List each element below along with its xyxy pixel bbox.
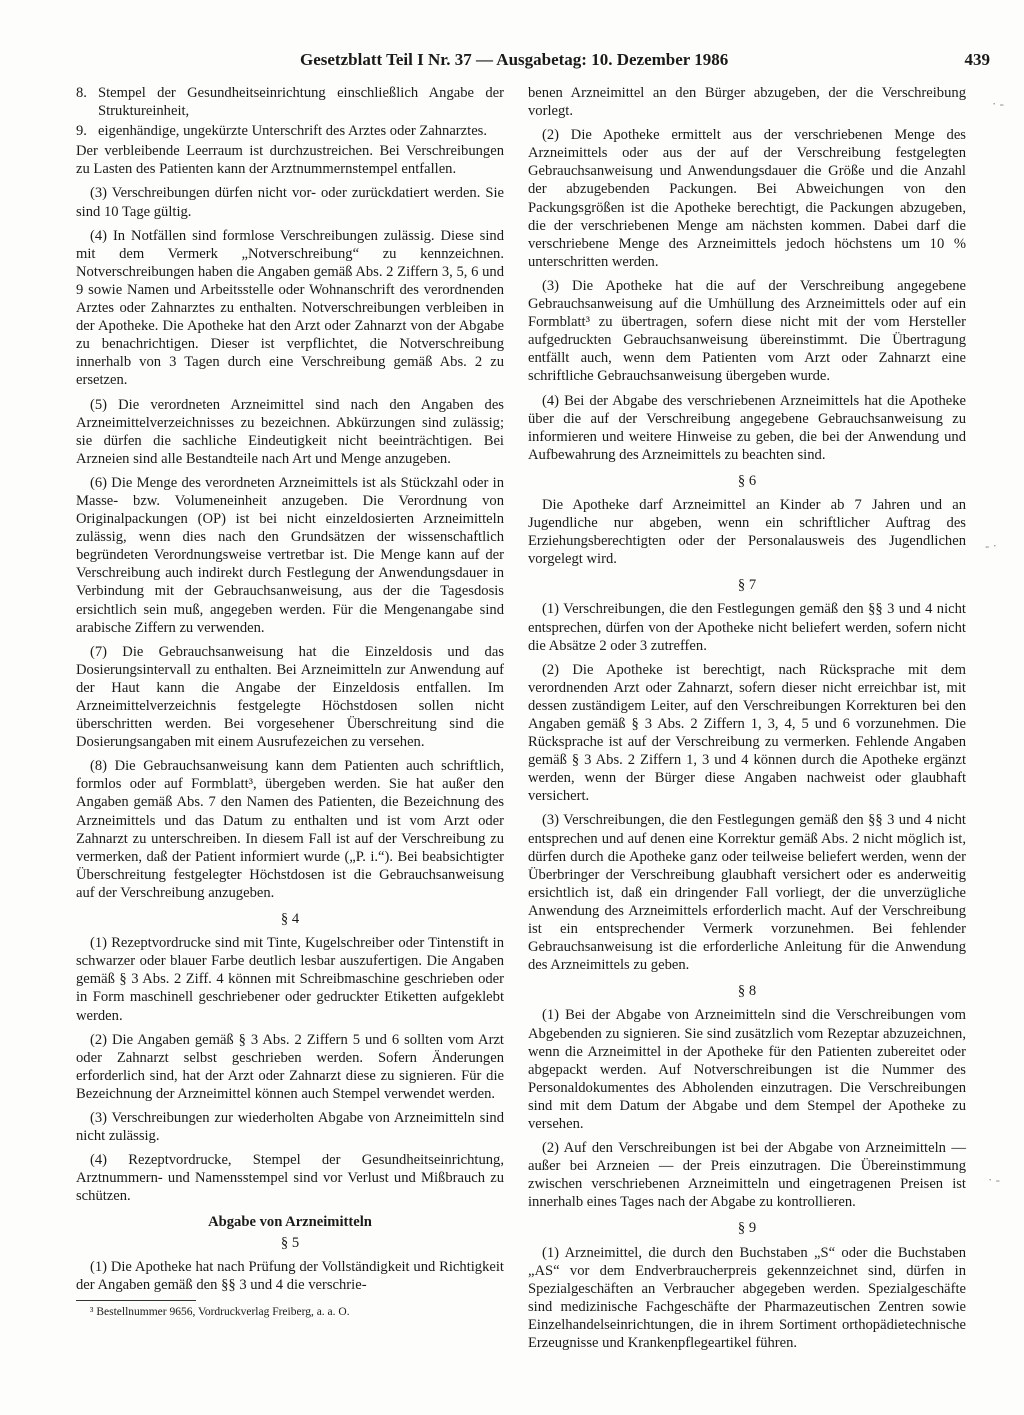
paragraph: Die Apotheke darf Arzneimittel an Kinder ab 7 Jahren und an Jugendliche nur abgeben, wenn ein schriftlicher Auftrag des Erziehungsberechtigten oder der Personalausweis des Jugendlichen vorgelegt wird. xyxy=(528,496,966,568)
right-column xyxy=(528,84,966,1358)
list-item xyxy=(76,122,504,140)
paragraph: Der verbleibende Leerraum ist durchzustreichen. Bei Verschreibungen zu Lasten des Patienten kann der Arztnummernstempel entfallen. xyxy=(76,143,504,178)
paragraph: (4) In Notfällen sind formlose Verschreibungen zulässig. Diese sind mit dem Vermerk „Notverschreibung“ zu kennzeichnen. Notverschreibungen haben die Angaben gemäß Abs. 2 Ziffern 3, 5, 6 und 9 sowie Namen und Arbeitsstelle oder Wohnanschrift des verordnenden Arztes oder Zahnarztes zu enthalten. Notverschreibungen verbleiben in der Apotheke. Die Apotheke hat den Arzt oder Zahnarzt von der Abgabe zu benachrichtigen. Dieser ist verpflichtet, die Notverschreibung innerhalb von 3 Tagen durch eine Verschreibung gemäß Abs. 2 zu ersetzen. xyxy=(76,227,504,389)
chapter-heading: Abgabe von Arzneimitteln xyxy=(208,1214,372,1231)
left-column xyxy=(76,84,504,1325)
paragraph: (1) Bei der Abgabe von Arzneimitteln sind die Verschreibungen vom Abgebenden zu signieren. Sie sind zusätzlich vom Rezeptar abzuzeichnen, wenn die Arzneimittel in der Apotheke für den Patienten zubereitet oder abgepackt werden. Auf Notverschreibungen ist die Nummer des Personaldokumentes des Abholenden einzutragen. Die Verschreibungen sind mit dem Datum der Abgabe und dem Stempel der Apotheke zu versehen. xyxy=(528,1007,966,1132)
section-heading: § 7 xyxy=(737,577,757,594)
margin-mark: · - xyxy=(988,1172,1000,1187)
paragraph: (3) Verschreibungen dürfen nicht vor- oder zurückdatiert werden. Sie sind 10 Tage gültig. xyxy=(76,185,504,220)
item-text: Stempel der Gesundheitseinrichtung einschließlich Angabe der Struktureinheit, xyxy=(98,85,504,120)
paragraph: (1) Verschreibungen, die den Festlegungen gemäß den §§ 3 und 4 nicht entsprechen, dürfen von der Apotheke nicht beliefert werden, sofern nicht die Absätze 2 oder 3 zutreffen. xyxy=(528,601,966,654)
paragraph: (6) Die Menge des verordneten Arzneimittels ist als Stückzahl oder in Masse- bzw. Volumeneinheit anzugeben. Die Verordnung von Originalpackungen (OP) ist bei nicht einzeldosierten Arzneimitteln zulässig, wenn dies nach den Grundsätzen der wissenschaftlich begründeten Verordnungsweise vertretbar ist. Die Menge kann auf der Verschreibung auch indirekt durch Festlegung der Anwendungsdauer in Verbindung mit der Gebrauchsanweisung, aus der die Tagesdosis ersichtlich sein muß, angegeben werden. Für die Mengenangabe sind arabische Ziffern zu verwenden. xyxy=(76,474,504,636)
paragraph: benen Arzneimittel an den Bürger abzugeben, der die Verschreibung vorlegt. xyxy=(528,85,966,120)
paragraph: (4) Bei der Abgabe des verschriebenen Arzneimittels hat die Apotheke über die auf der Verschreibung angegebene Gebrauchsanweisung zu informieren und weitere Hinweise zu geben, die bei der Anwendung und Aufbewahrung des Arzneimittels zu beachten sind. xyxy=(528,392,966,463)
paragraph: (8) Die Gebrauchsanweisung kann dem Patienten auch schriftlich, formlos oder auf Formblatt³, übergeben werden. Sie hat außer den Angaben gemäß Abs. 7 den Namen des Patienten, die Bezeichnung des Arzneimittels und das Datum zu enthalten und ist vom Arzt oder Zahnarzt zu unterschreiben. In diesem Fall ist auf der Verschreibung zu vermerken, daß der Patient informiert wurde („P. i.“). Bei beabsichtigter Überschreitung festgelegter Höchstdosen ist die Gebrauchsanweisung auf der Verschreibung anzugeben. xyxy=(76,758,504,901)
item-number: 9. xyxy=(76,123,87,140)
section-heading: § 5 xyxy=(280,1234,300,1251)
page-header xyxy=(300,50,990,74)
section-heading: § 9 xyxy=(737,1220,757,1237)
header-title: Gesetzblatt Teil I Nr. 37 — Ausgabetag: 10. Dezember 1986 xyxy=(300,50,729,69)
paragraph: (1) Die Apotheke hat nach Prüfung der Vollständigkeit und Richtigkeit der Angaben gemäß den §§ 3 und 4 die verschrie- xyxy=(76,1258,504,1293)
margin-mark: - · xyxy=(985,538,997,553)
paragraph: (3) Verschreibungen, die den Festlegungen gemäß den §§ 3 und 4 nicht entsprechen und auf denen eine Korrektur gemäß Abs. 2 nicht möglich ist, dürfen durch die Apotheke ganz oder teilweise beliefert werden, wenn der Überbringer der Verschreibung glaubhaft versichert oder es anderweitig ersichtlich ist, daß ein dringender Fall vorliegt, der die unverzügliche Anwendung des Arzneimittels erforderlich macht. Auf der Verschreibung ist ein entsprechender Vermerk vorzunehmen. Bei fehlender Gebrauchsanweisung ist die erforderliche Anleitung für die Anwendung des Arzneimittels zu geben. xyxy=(528,812,966,974)
section-heading: § 8 xyxy=(737,983,757,1000)
paragraph: (5) Die verordneten Arzneimittel sind nach den Angaben des Arzneimittelverzeichnisses zu bezeichnen. Abkürzungen sind zulässig; sie dürfen die sachliche Eindeutigkeit nicht beeinträchtigen. Bei Arzneien sind alle Bestandteile nach Art und Menge anzugeben. xyxy=(76,396,504,467)
list-item xyxy=(76,84,504,120)
margin-mark: · - xyxy=(992,96,1004,111)
item-number: 8. xyxy=(76,85,87,101)
paragraph: (2) Die Apotheke ermittelt aus der verschriebenen Menge des Arzneimittels oder aus der auf der Verschreibung festgelegten Gebrauchsanweisung und Anwendungsdauer die Größe und die Anzahl der abzugebenden Packungen. Bei Abweichungen von den Packungsgrößen ist die Apotheke berechtigt, die Packungen abzugeben, die der verschriebenen Menge am nächsten kommen. Dabei darf die verschriebene Menge des Arzneimittels jedoch höchstens um 10 % unterschritten werden. xyxy=(528,127,966,270)
paragraph: (3) Die Apotheke hat die auf der Verschreibung angegebene Gebrauchsanweisung auf die Umhüllung des Arzneimittels oder auf ein Formblatt³ zu übertragen, sofern diese nicht mit der vom Hersteller aufgedruckten Gebrauchsanweisung übereinstimmt. Die Übertragung entfällt auch, wenn dem Patienten vom Arzt oder Zahnarzt eine schriftliche Gebrauchsanweisung übergeben wurde. xyxy=(528,277,966,385)
footnote: ³ Bestellnummer 9656, Vordruckverlag Freiberg, a. a. O. xyxy=(90,1305,350,1318)
paragraph: (1) Rezeptvordrucke sind mit Tinte, Kugelschreiber oder Tintenstift in schwarzer oder blauer Farbe deutlich lesbar auszufertigen. Die Angaben gemäß § 3 Abs. 2 Ziff. 4 können mit Schreibmaschine geschrieben oder in Form maschinell geschriebener oder gedruckter Etiketten aufgeklebt werden. xyxy=(76,935,504,1024)
item-text: eigenhändige, ungekürzte Unterschrift des Arztes oder Zahnarztes. xyxy=(98,123,488,140)
paragraph: (4) Rezeptvordrucke, Stempel der Gesundheitseinrichtung, Arztnummern- und Namensstempel sind vor Verlust und Mißbrauch zu schützen. xyxy=(76,1152,504,1205)
paragraph: (2) Auf den Verschreibungen ist bei der Abgabe von Arzneimitteln — außer bei Arzneien — der Preis einzutragen. Die Übereinstimmung zwischen verschriebenen Arzneimitteln und eingetragenen Preisen ist innerhalb eines Tages nach der Abgabe zu kontrollieren. xyxy=(528,1140,966,1211)
page-number: 439 xyxy=(964,50,990,69)
paragraph: (2) Die Apotheke ist berechtigt, nach Rücksprache mit dem verordnenden Arzt oder Zahnarzt, sofern dieser nicht erreichbar ist, mit dessen zuständigem Leiter, auf den Verschreibungen Korrekturen bei den Angaben gemäß § 3 Abs. 2 Ziffern 1, 3, 4, 5 und 6 vorzunehmen. Die Rücksprache ist auf der Verschreibung zu vermerken. Fehlende Angaben gemäß § 3 Abs. 2 Ziffern 1, 3 und 4 können durch die Apotheke ergänzt werden, wenn der Bürger diese Angaben nachweist oder glaubhaft versichert. xyxy=(528,661,966,805)
section-heading: § 6 xyxy=(737,472,757,489)
footnote-divider xyxy=(76,1300,196,1301)
paragraph: (2) Die Angaben gemäß § 3 Abs. 2 Ziffern 5 und 6 sollten vom Arzt oder Zahnarzt selbst geschrieben werden. Sofern Änderungen erforderlich sind, hat der Arzt oder Zahnarzt diese zu signieren. Für die Bezeichnung der Arzneimittel können auch Stempel verwendet werden. xyxy=(76,1031,504,1102)
paragraph: (7) Die Gebrauchsanweisung hat die Einzeldosis und das Dosierungsintervall zu enthalten. Bei Arzneimitteln zur Anwendung auf der Haut kann die Angabe der Einzeldosis entfallen. Im Arzneimittelverzeichnis festgelegte Höchstdosen sollen nicht überschritten werden. Bei vorgesehener Überschreitung sind die Dosierungsangaben mit einem Ausrufezeichen zu versehen. xyxy=(76,643,504,751)
section-heading: § 4 xyxy=(280,911,300,928)
paragraph: (3) Verschreibungen zur wiederholten Abgabe von Arzneimitteln sind nicht zulässig. xyxy=(76,1109,504,1145)
paragraph: (1) Arzneimittel, die durch den Buchstaben „S“ oder die Buchstaben „AS“ vor dem Endverbraucherpreis gekennzeichnet sind, dürfen in Spezialgeschäften an Verbraucher abgegeben werden. Spezialgeschäfte sind medizinische Fachgeschäfte der Pharmazeutischen Zentren sowie Einzelhandelseinrichtungen, die in ihrem Sortiment orthopädietechnische Erzeugnisse und Krankenpflegeartikel führen. xyxy=(528,1244,966,1351)
